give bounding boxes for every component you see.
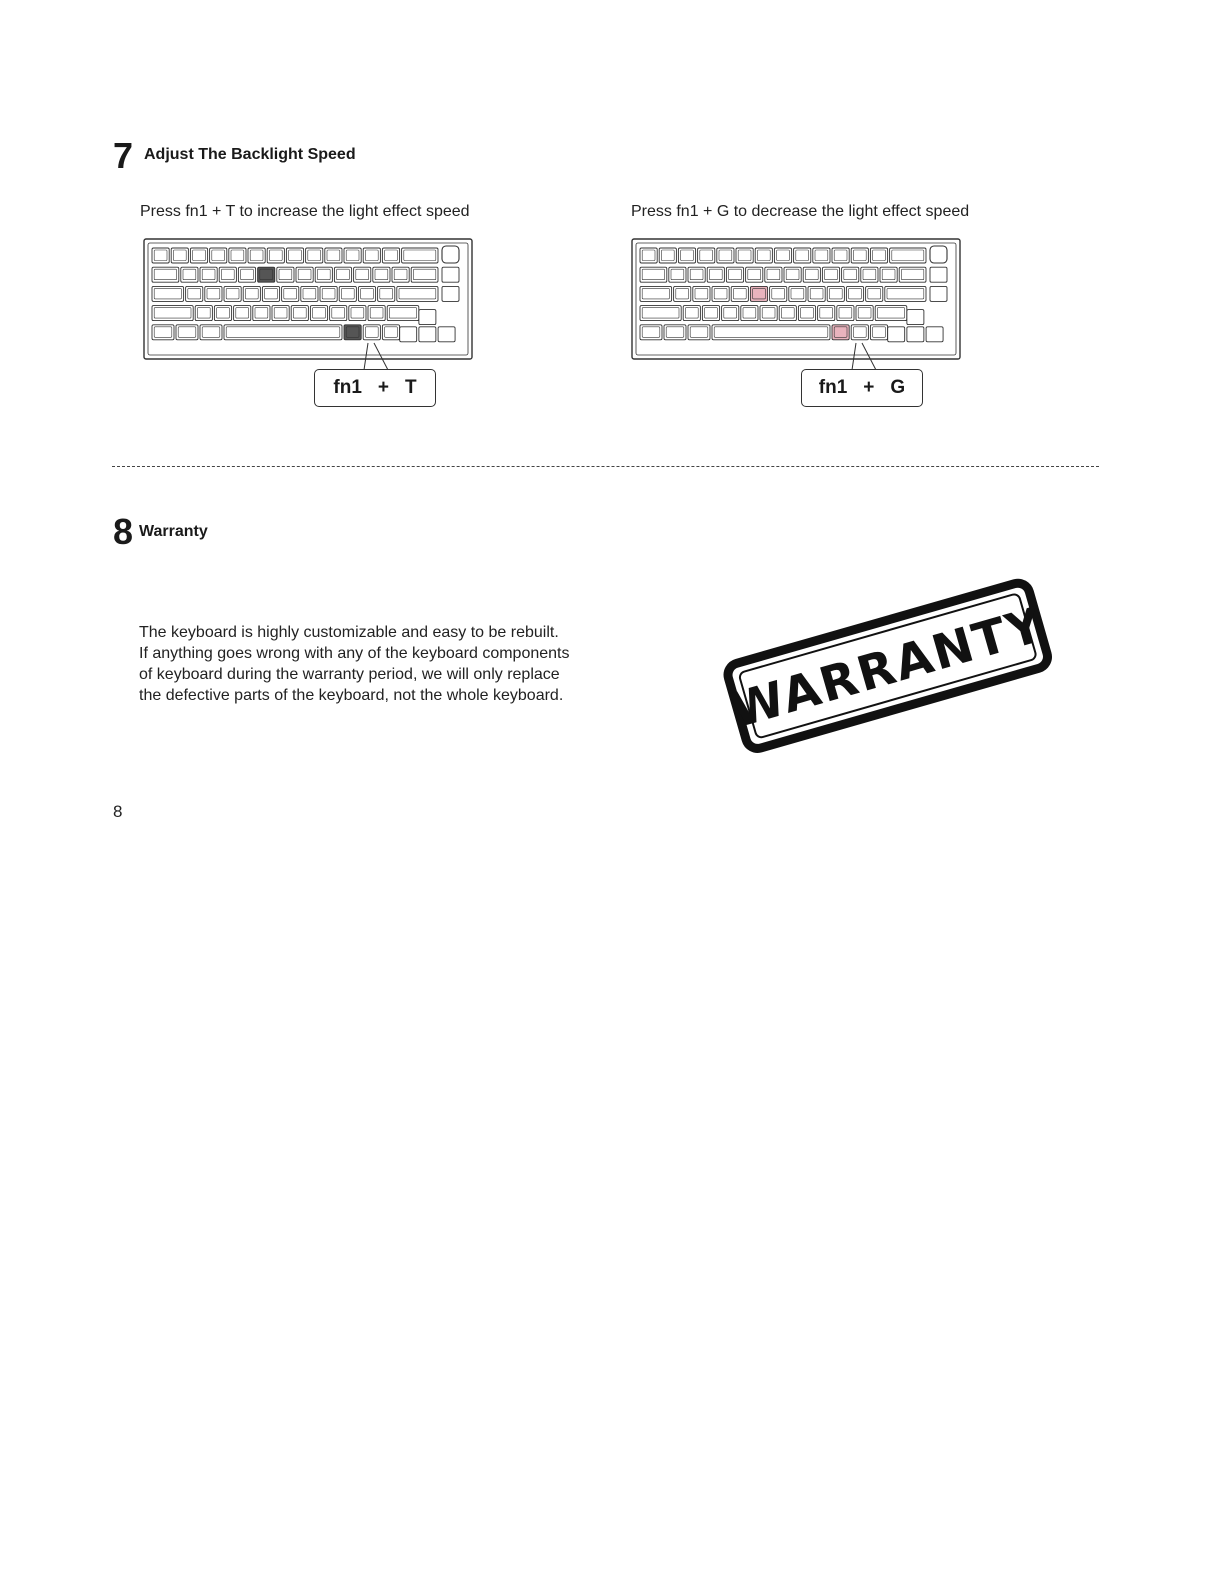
keycap-top [695, 288, 708, 299]
side-key [930, 267, 947, 282]
keycap-top [671, 269, 684, 280]
keycap-top [365, 250, 378, 261]
keycap-top [685, 308, 698, 319]
keycap-top [873, 327, 886, 338]
keycap-top [719, 250, 732, 261]
keycap-top [666, 327, 684, 338]
keycap-top [825, 269, 838, 280]
warranty-stamp [715, 570, 1060, 760]
arrow-key [926, 327, 943, 342]
keycap-top [308, 250, 321, 261]
arrow-key [438, 327, 455, 342]
keycap-top [820, 308, 833, 319]
arrow-key [907, 327, 924, 342]
keycap-top [642, 250, 655, 261]
section-7-number: 7 [113, 135, 134, 176]
keycap-top [274, 308, 287, 319]
keycap-top [188, 288, 201, 299]
keycap-top [217, 308, 230, 319]
side-key [442, 286, 459, 301]
knob [930, 246, 947, 263]
keycap-top [748, 269, 761, 280]
keycap-top [887, 288, 924, 299]
keycap-top [178, 327, 196, 338]
section-7-title: Adjust The Backlight Speed [144, 146, 356, 163]
keycap-top [255, 308, 268, 319]
keycap-top [385, 327, 398, 338]
keycap-top [370, 308, 383, 319]
combo-key-fn1: fn1 [818, 377, 848, 398]
keycap-top [154, 269, 176, 280]
keycap-top [322, 288, 335, 299]
keycap-top [853, 250, 866, 261]
combo-box-left [314, 369, 436, 407]
keycap-top [839, 308, 852, 319]
keycap-top [767, 269, 780, 280]
keycap-top [265, 288, 278, 299]
keycap-top [346, 327, 359, 338]
arrow-key [419, 327, 436, 342]
warranty-line: the defective parts of the keyboard, not the whole keyboard. [139, 687, 564, 704]
keycap-top [829, 288, 842, 299]
keycap-top [202, 269, 215, 280]
keycap-top [882, 269, 895, 280]
keycap-top [404, 250, 436, 261]
keycap-top [298, 269, 311, 280]
keycap-top [303, 288, 316, 299]
keycap-top [183, 269, 196, 280]
keycap-top [681, 250, 694, 261]
section-8-number: 8 [113, 511, 134, 552]
arrow-key [888, 327, 905, 342]
keycap-top [351, 308, 364, 319]
keycap-top [849, 288, 862, 299]
keycap-top [332, 308, 345, 319]
keycap-top [279, 269, 292, 280]
keycap-top [197, 308, 210, 319]
keycap-top [642, 269, 664, 280]
left-caption: Press fn1 + T to increase the light effect speed [140, 203, 470, 220]
warranty-line: of keyboard during the warranty period, we will only replace [139, 666, 560, 683]
keycap-top [245, 288, 258, 299]
keycap-top [805, 269, 818, 280]
page-number: 8 [113, 802, 123, 821]
keycap-top [356, 269, 369, 280]
keycap-top [293, 308, 306, 319]
keycap-top [738, 250, 751, 261]
warranty-paragraph [139, 622, 619, 706]
keycap-top [193, 250, 206, 261]
keycap-top [714, 288, 727, 299]
combo-key-g: G [890, 377, 906, 398]
keycap-top [791, 288, 804, 299]
keycap-top [642, 327, 660, 338]
keycap-top [337, 269, 350, 280]
keycap-top [269, 250, 282, 261]
keycap-top [877, 308, 904, 319]
keycap-top [757, 250, 770, 261]
keycap-top [642, 308, 679, 319]
keycap-top [327, 250, 340, 261]
keycap-top [834, 327, 847, 338]
keycap-top [724, 308, 737, 319]
keycap-top [690, 269, 703, 280]
keycap-top [709, 269, 722, 280]
keycap-top [380, 288, 393, 299]
keycap-top [834, 250, 847, 261]
keycap-top [385, 250, 398, 261]
keycap-top [260, 269, 273, 280]
keycap-top [863, 269, 876, 280]
keycap-top [289, 250, 302, 261]
keycap-top [231, 250, 244, 261]
combo-key-fn1: fn1 [333, 377, 362, 398]
keyboard-diagram-right [631, 238, 961, 362]
combo-plus: + [863, 377, 875, 398]
combo-plus: + [377, 377, 389, 398]
keycap-top [705, 308, 718, 319]
keycap-top [341, 288, 354, 299]
side-key [442, 267, 459, 282]
keycap-top [212, 250, 225, 261]
keycap-top [844, 269, 857, 280]
keycap-top [892, 250, 924, 261]
keycap-top [700, 250, 713, 261]
arrow-up-key [907, 310, 924, 325]
keycap-top [810, 288, 823, 299]
keycap-top [676, 288, 689, 299]
keyboard-diagram-left [143, 238, 473, 362]
keycap-top [365, 327, 378, 338]
keycap-top [375, 269, 388, 280]
keycap-top [313, 308, 326, 319]
arrow-key [400, 327, 417, 342]
keycap-top [154, 288, 181, 299]
keycap-top [873, 250, 886, 261]
keycap-top [317, 269, 330, 280]
keycap-top [901, 269, 923, 280]
keycap-top [173, 250, 186, 261]
keycap-top [762, 308, 775, 319]
keycap-top [226, 288, 239, 299]
keycap-top [284, 288, 297, 299]
section-divider [112, 466, 1099, 467]
right-caption: Press fn1 + G to decrease the light effect speed [631, 203, 970, 220]
warranty-line: The keyboard is highly customizable and easy to be rebuilt. [139, 624, 559, 641]
keycap-top [154, 327, 172, 338]
keycap-top [394, 269, 407, 280]
keycap-top [772, 288, 785, 299]
keycap-top [361, 288, 374, 299]
keycap-top [743, 308, 756, 319]
warranty-line: If anything goes wrong with any of the keyboard components [139, 645, 570, 662]
keycap-top [815, 250, 828, 261]
keycap-top [236, 308, 249, 319]
keycap-top [241, 269, 254, 280]
keycap-top [207, 288, 220, 299]
keycap-top [346, 250, 359, 261]
keycap-top [796, 250, 809, 261]
keycap-top [868, 288, 881, 299]
keycap-top [154, 308, 191, 319]
keycap-top [642, 288, 669, 299]
keycap-top [858, 308, 871, 319]
keycap-top [753, 288, 766, 299]
stamp-text: WARRANTY [725, 596, 1051, 740]
keycap-top [690, 327, 708, 338]
keycap-top [733, 288, 746, 299]
combo-key-t: T [405, 377, 417, 398]
keycap-top [729, 269, 742, 280]
side-key [930, 286, 947, 301]
keycap-top [250, 250, 263, 261]
knob [442, 246, 459, 263]
keycap-top [202, 327, 220, 338]
keycap-top [714, 327, 828, 338]
keycap-top [661, 250, 674, 261]
keycap-top [786, 269, 799, 280]
arrow-up-key [419, 310, 436, 325]
combo-box-right [801, 369, 923, 407]
keycap-top [777, 250, 790, 261]
keycap-top [413, 269, 435, 280]
keycap-top [853, 327, 866, 338]
keycap-top [781, 308, 794, 319]
keycap-top [389, 308, 416, 319]
section-8-title: Warranty [139, 523, 208, 540]
keycap-top [801, 308, 814, 319]
keycap-top [154, 250, 167, 261]
keycap-top [226, 327, 340, 338]
keycap-top [399, 288, 436, 299]
keycap-top [221, 269, 234, 280]
